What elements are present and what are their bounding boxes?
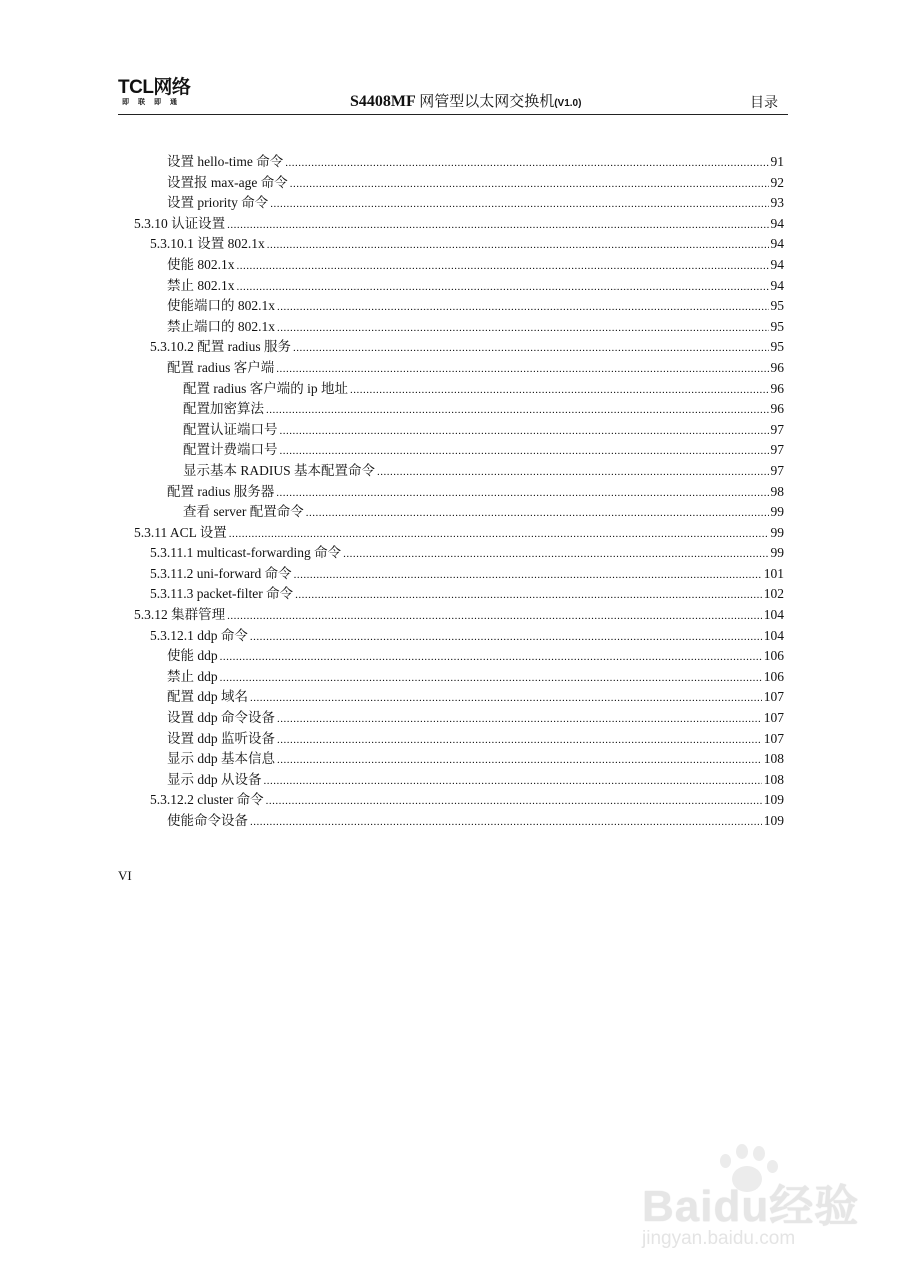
toc-dot-leader	[277, 730, 762, 751]
toc-entry-title: 5.3.10 认证设置	[134, 215, 226, 231]
toc-dot-leader	[343, 544, 768, 565]
toc-entry-title: 配置加密算法	[183, 401, 264, 417]
toc-entry[interactable]	[118, 646, 784, 667]
toc-entry-title: 设置 hello-time 命令	[167, 154, 284, 169]
toc-entry-title: 查看 server 配置命令	[183, 504, 304, 520]
toc-entry-page: 109	[763, 813, 784, 828]
baidu-watermark	[640, 1144, 860, 1260]
toc-entry-title: 显示 ddp 基本信息	[167, 751, 275, 767]
toc-entry-title: 设置 priority 命令	[167, 195, 269, 211]
toc-entry[interactable]	[118, 152, 784, 173]
toc-entry[interactable]	[118, 605, 784, 626]
page-header	[118, 76, 788, 116]
toc-entry[interactable]	[118, 811, 784, 832]
toc-entry[interactable]	[118, 337, 784, 358]
toc-entry-page: 106	[763, 648, 784, 664]
toc-entry-title: 显示基本 RADIUS 基本配置命令	[183, 462, 376, 478]
watermark-url: jingyan.baidu.com	[642, 1228, 796, 1249]
toc-entry-page: 94	[770, 215, 784, 231]
watermark-brand: Baidu经验	[642, 1182, 860, 1231]
toc-dot-leader	[266, 400, 769, 421]
toc-entry-title: 5.3.10.2 配置 radius 服务	[150, 339, 291, 355]
toc-entry-page: 108	[763, 751, 784, 767]
toc-entry-title: 5.3.11.1 multicast-forwarding 命令	[150, 545, 342, 561]
toc-entry-page: 92	[770, 174, 784, 190]
toc-entry-page: 96	[770, 359, 784, 375]
toc-entry-title: 禁止端口的 802.1x	[167, 318, 275, 334]
toc-entry-title: 5.3.12.2 cluster 命令	[150, 792, 264, 808]
toc-dot-leader	[295, 585, 762, 606]
toc-dot-leader	[280, 421, 769, 442]
toc-entry-title: 禁止 ddp	[167, 668, 218, 684]
toc-entry[interactable]	[118, 317, 784, 338]
toc-entry-title: 禁止 802.1x	[167, 277, 235, 293]
toc-entry-title: 配置计费端口号	[183, 442, 278, 458]
toc-entry-page: 95	[770, 339, 784, 355]
toc-entry-title: 配置 ddp 域名	[167, 689, 248, 705]
toc-entry-title: 配置认证端口号	[183, 421, 278, 437]
page-number: VI	[118, 868, 132, 883]
toc-entry-page: 91	[770, 154, 784, 169]
section-label: 目录	[750, 95, 778, 111]
toc-entry-page: 97	[770, 462, 784, 478]
doc-name: 网管型以太网交换机	[419, 92, 555, 110]
toc-entry-title: 5.3.11 ACL 设置	[134, 524, 227, 540]
toc-entry-page: 94	[770, 236, 784, 252]
toc-dot-leader	[267, 235, 769, 256]
toc-entry-page: 109	[763, 792, 784, 808]
toc-entry-page: 94	[770, 277, 784, 293]
toc-dot-leader	[290, 174, 769, 195]
toc-entry[interactable]	[118, 543, 784, 564]
toc-entry-page: 107	[763, 689, 784, 705]
toc-entry[interactable]	[118, 626, 784, 647]
toc-dot-leader	[276, 483, 768, 504]
toc-entry-title: 配置 radius 服务器	[167, 483, 275, 499]
toc-dot-leader	[285, 153, 768, 174]
toc-entry-page: 104	[763, 607, 784, 623]
toc-dot-leader	[277, 318, 769, 339]
toc-entry-title: 5.3.12.1 ddp 命令	[150, 627, 248, 643]
toc-dot-leader	[250, 627, 762, 648]
logo-slogan: 即联即通	[122, 99, 186, 106]
toc-entry-page: 108	[763, 771, 784, 787]
toc-dot-leader	[227, 215, 768, 236]
toc-entry-page: 96	[770, 380, 784, 396]
header-divider	[118, 114, 788, 115]
toc-entry[interactable]	[118, 234, 784, 255]
toc-entry-title: 5.3.10.1 设置 802.1x	[150, 236, 265, 252]
toc-entry-title: 使能端口的 802.1x	[167, 298, 275, 314]
toc-entry-page: 106	[763, 668, 784, 684]
toc-entry-title: 5.3.11.2 uni-forward 命令	[150, 565, 292, 581]
toc-entry[interactable]	[118, 296, 784, 317]
toc-entry-page: 99	[770, 504, 784, 520]
toc-entry-title: 配置 radius 客户端的 ip 地址	[183, 380, 348, 396]
toc-entry[interactable]	[118, 770, 784, 791]
toc-entry[interactable]	[118, 193, 784, 214]
toc-dot-leader	[264, 771, 762, 792]
toc-entry[interactable]	[118, 358, 784, 379]
toc-entry-title: 设置 ddp 监听设备	[167, 730, 275, 746]
toc-dot-leader	[220, 668, 762, 689]
toc-entry-page: 93	[770, 195, 784, 211]
toc-entry[interactable]	[118, 214, 784, 235]
toc-entry-title: 使能 ddp	[167, 648, 218, 664]
toc-entry-title: 显示 ddp 从设备	[167, 771, 262, 787]
toc-dot-leader	[250, 812, 762, 833]
toc-entry[interactable]	[118, 420, 784, 441]
toc-entry[interactable]	[118, 440, 784, 461]
toc-dot-leader	[277, 750, 762, 771]
toc-entry-title: 使能 802.1x	[167, 256, 235, 272]
toc-entry[interactable]	[118, 523, 784, 544]
logo-main-text: TCL网络	[118, 77, 191, 98]
toc-entry-page: 98	[770, 483, 784, 499]
toc-entry[interactable]	[118, 667, 784, 688]
toc-entry[interactable]	[118, 687, 784, 708]
toc-dot-leader	[280, 441, 769, 462]
toc-entry-page: 94	[770, 256, 784, 272]
toc-dot-leader	[237, 277, 769, 298]
table-of-contents	[118, 152, 784, 832]
toc-dot-leader	[293, 338, 769, 359]
toc-entry-page: 99	[770, 545, 784, 561]
toc-entry[interactable]	[118, 708, 784, 729]
toc-entry-page: 101	[763, 565, 784, 581]
toc-entry-page: 107	[763, 730, 784, 746]
toc-entry[interactable]	[118, 461, 784, 482]
toc-dot-leader	[294, 565, 762, 586]
toc-entry-title: 配置 radius 客户端	[167, 359, 275, 375]
toc-dot-leader	[229, 524, 769, 545]
toc-entry[interactable]	[118, 584, 784, 605]
toc-dot-leader	[237, 256, 769, 277]
toc-entry-page: 96	[770, 401, 784, 417]
toc-dot-leader	[266, 791, 762, 812]
toc-entry[interactable]	[118, 399, 784, 420]
toc-entry-page: 102	[763, 586, 784, 602]
toc-entry-page: 97	[770, 442, 784, 458]
toc-entry[interactable]	[118, 482, 784, 503]
tcl-logo	[118, 78, 218, 108]
toc-entry[interactable]	[118, 790, 784, 811]
document-title	[350, 90, 581, 111]
toc-dot-leader	[220, 647, 762, 668]
toc-entry-page: 95	[770, 298, 784, 314]
toc-dot-leader	[227, 606, 762, 627]
toc-dot-leader	[377, 462, 768, 483]
toc-entry-page: 99	[770, 524, 784, 540]
toc-dot-leader	[250, 688, 762, 709]
toc-dot-leader	[277, 709, 762, 730]
toc-dot-leader	[270, 194, 768, 215]
toc-entry[interactable]	[118, 502, 784, 523]
doc-model: S4408MF	[350, 93, 416, 110]
toc-entry[interactable]	[118, 729, 784, 750]
toc-entry-page: 107	[763, 710, 784, 726]
toc-entry-title: 使能命令设备	[167, 813, 248, 828]
toc-entry-title: 设置报 max-age 命令	[167, 174, 288, 190]
toc-dot-leader	[276, 359, 768, 380]
toc-entry-title: 设置 ddp 命令设备	[167, 710, 275, 726]
toc-dot-leader	[277, 297, 769, 318]
toc-entry-title: 5.3.11.3 packet-filter 命令	[150, 586, 294, 602]
toc-entry-page: 97	[770, 421, 784, 437]
toc-entry[interactable]	[118, 173, 784, 194]
doc-version: (V1.0)	[554, 98, 582, 109]
toc-entry[interactable]	[118, 379, 784, 400]
toc-dot-leader	[350, 380, 769, 401]
toc-entry-title: 5.3.12 集群管理	[134, 607, 226, 623]
toc-dot-leader	[306, 503, 769, 524]
toc-entry[interactable]	[118, 564, 784, 585]
toc-entry[interactable]	[118, 276, 784, 297]
toc-entry-page: 95	[770, 318, 784, 334]
toc-entry-page: 104	[763, 627, 784, 643]
toc-entry[interactable]	[118, 255, 784, 276]
toc-entry[interactable]	[118, 749, 784, 770]
